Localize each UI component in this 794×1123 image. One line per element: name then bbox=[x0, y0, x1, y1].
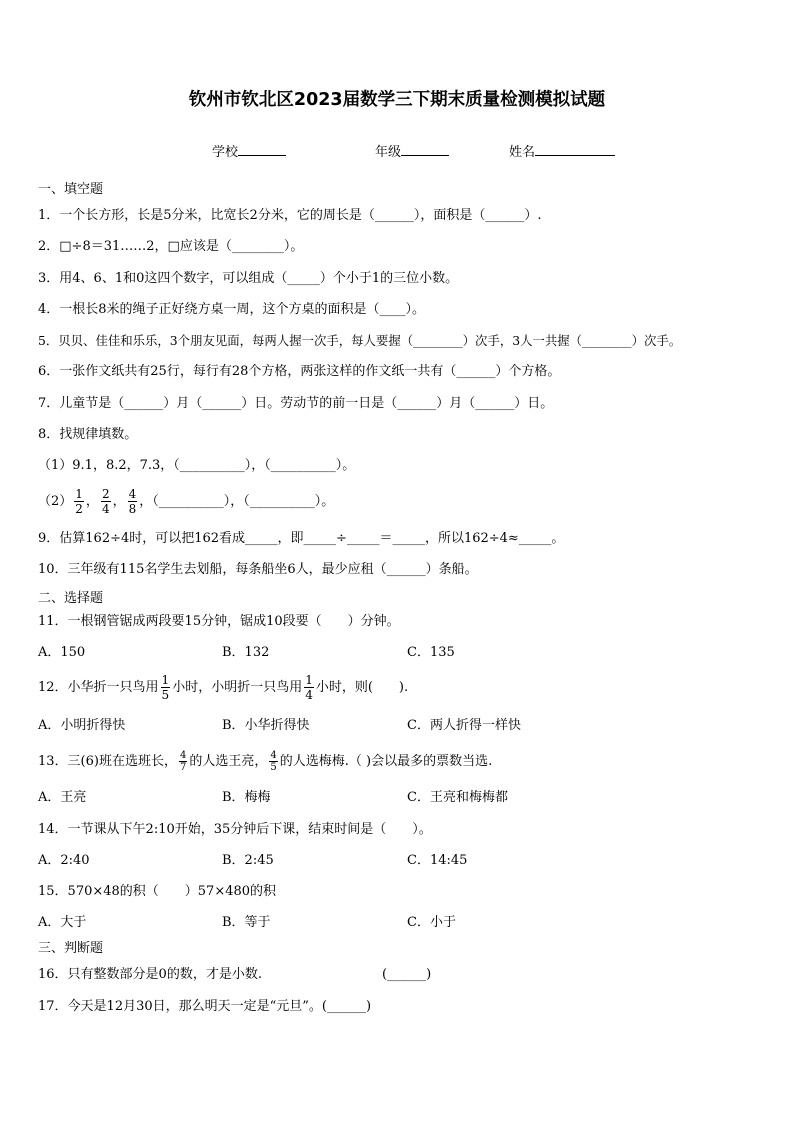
question-6: 6．一张作文纸共有25行，每行有28个方格，两张这样的作文纸一共有（______）个方格。 bbox=[38, 364, 561, 379]
fraction-1-2: $\frac{1}{2}$ bbox=[75, 487, 83, 516]
question-3: 3．用4、6、1和0这四个数字，可以组成（_____）个小于1的三位小数。 bbox=[38, 271, 459, 286]
name-label: 姓名 bbox=[509, 145, 536, 160]
question-14: 14．一节课从下午2:10开始，35分钟后下课，结束时间是（ ）。 bbox=[38, 822, 432, 837]
q12-option-a[interactable]: A．小明折得快 bbox=[38, 718, 126, 733]
fraction-2-4: $\frac{2}{4}$ bbox=[101, 487, 110, 516]
q12-option-b[interactable]: B．小华折得快 bbox=[222, 718, 310, 733]
question-9: 9．估算162÷4时，可以把162看成_____，即_____÷_____＝_____，所以162÷4≈_____。 bbox=[38, 531, 565, 546]
name-field bbox=[509, 141, 615, 160]
q12-option-c[interactable]: C．两人折得一样快 bbox=[407, 718, 521, 733]
question-12: 12．小华折一只鸟用 $\frac{1}{5}$ 小时，小明折一只鸟用 $\frac{1}{4}$ 小时，则( ). bbox=[38, 673, 409, 702]
question-10: 10．三年级有115名学生去划船，每条船坐6人，最少应租（______）条船。 bbox=[38, 562, 478, 577]
q16-answer-blank[interactable]: (______) bbox=[382, 967, 432, 982]
question-16: 16．只有整数部分是0的数，才是小数. bbox=[38, 967, 262, 982]
question-8: 8．找规律填数。 bbox=[38, 427, 138, 442]
fraction-1-5: $\frac{1}{5}$ bbox=[161, 673, 170, 702]
q15-option-a[interactable]: A．大于 bbox=[38, 915, 87, 930]
school-field bbox=[212, 141, 286, 160]
q14-option-c[interactable]: C．14:45 bbox=[407, 853, 468, 868]
q13-option-c[interactable]: C．王亮和梅梅都 bbox=[407, 790, 508, 805]
question-8-part-1: （1）9.1，8.2，7.3，（__________），（__________）。 bbox=[38, 458, 356, 473]
q11-option-a[interactable]: A．150 bbox=[38, 645, 86, 660]
q15-option-b[interactable]: B．等于 bbox=[222, 915, 271, 930]
section-fill-in: 一、填空题 bbox=[38, 182, 104, 197]
name-blank[interactable] bbox=[535, 143, 615, 156]
fraction-4-7: $\frac{4}{7}$ bbox=[179, 750, 187, 773]
section-true-false: 三、判断题 bbox=[38, 941, 104, 956]
question-8-part-2: （2） $\frac{1}{2}$ ， $\frac{2}{4}$ ， $\frac{4}{8}$ ，（__________），（__________）。 bbox=[38, 487, 335, 516]
q13-option-a[interactable]: A．王亮 bbox=[38, 790, 87, 805]
question-11: 11．一根钢管锯成两段要15分钟，锯成10段要（ ）分钟。 bbox=[38, 614, 400, 629]
q14-option-a[interactable]: A．2:40 bbox=[38, 853, 90, 868]
q11-option-b[interactable]: B．132 bbox=[222, 645, 270, 660]
q13-option-b[interactable]: B．梅梅 bbox=[222, 790, 271, 805]
section-multiple-choice: 二、选择题 bbox=[38, 591, 104, 606]
grade-label: 年级 bbox=[375, 145, 402, 160]
school-label: 学校 bbox=[212, 145, 239, 160]
grade-blank[interactable] bbox=[401, 143, 449, 156]
page-title: 钦州市钦北区2023届数学三下期末质量检测模拟试题 bbox=[188, 90, 606, 110]
question-4: 4．一根长8米的绳子正好绕方桌一周，这个方桌的面积是（____）。 bbox=[38, 302, 426, 317]
q15-option-c[interactable]: C．小于 bbox=[407, 915, 456, 930]
question-17: 17．今天是12月30日，那么明天一定是“元旦”。(______) bbox=[38, 999, 372, 1014]
fraction-4-8: $\frac{4}{8}$ bbox=[128, 487, 137, 516]
grade-field bbox=[375, 141, 449, 160]
school-blank[interactable] bbox=[238, 143, 286, 156]
question-7: 7．儿童节是（______）月（______）日。劳动节的前一日是（______）月（______）日。 bbox=[38, 396, 554, 411]
question-1: 1．一个长方形，长是5分米，比宽长2分米，它的周长是（______），面积是（______）. bbox=[38, 208, 542, 223]
fraction-4-5: $\frac{4}{5}$ bbox=[270, 750, 277, 773]
fraction-1-4: $\frac{1}{4}$ bbox=[305, 673, 313, 702]
q14-option-b[interactable]: B．2:45 bbox=[222, 853, 274, 868]
question-15: 15．570×48的积（ ）57×480的积 bbox=[38, 884, 277, 899]
question-5: 5．贝贝、佳佳和乐乐，3个朋友见面，每两人握一次手，每人要握（________）次手，3人一共握（________）次手。 bbox=[38, 333, 682, 348]
question-2: 2．□÷8＝31……2，□应该是（________）。 bbox=[38, 239, 304, 254]
question-13: 13．三(6)班在选班长， $\frac{4}{7}$ 的人选王亮， $\frac{4}{5}$ 的人选梅梅.（ )会以最多的票数当选. bbox=[38, 750, 493, 773]
q11-option-c[interactable]: C．135 bbox=[407, 645, 455, 660]
